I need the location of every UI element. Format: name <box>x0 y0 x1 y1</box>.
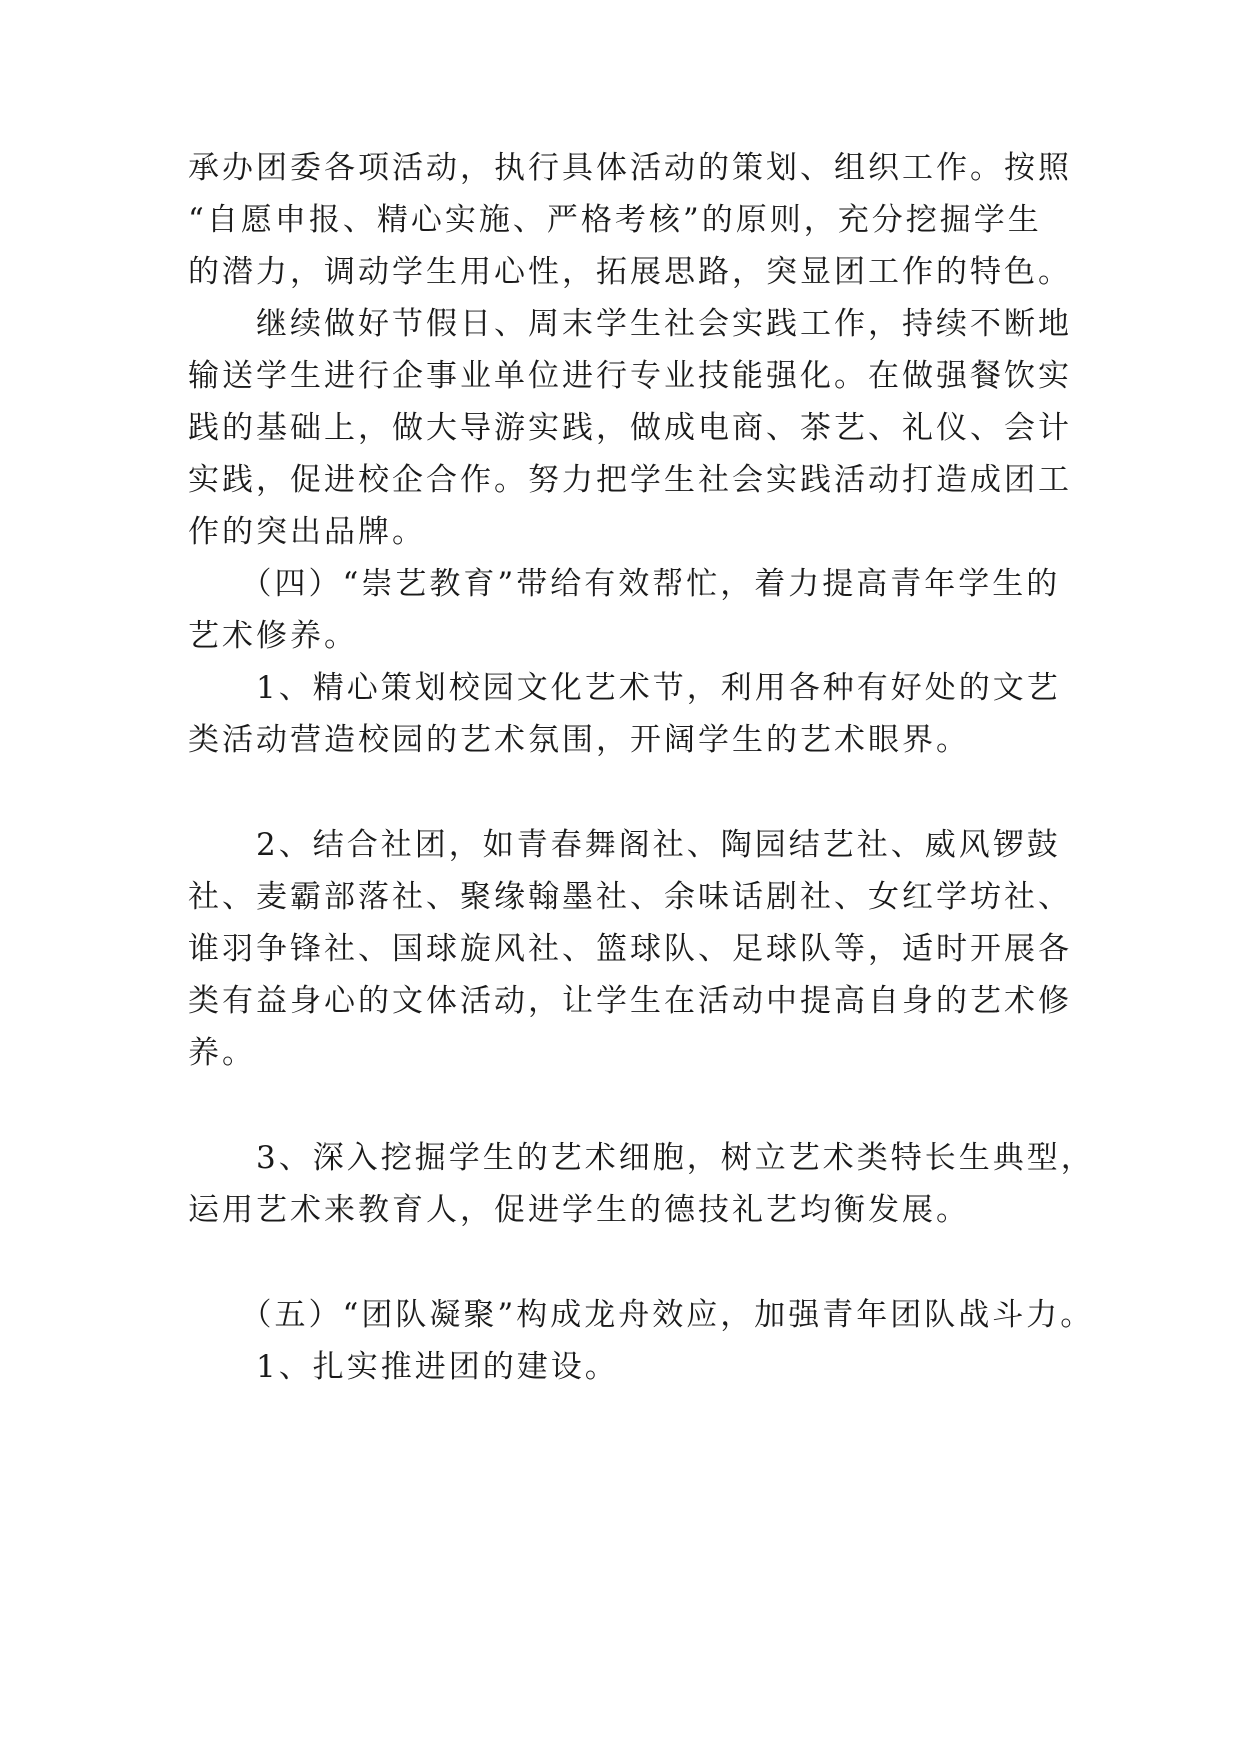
text-line: 类有益身心的文体活动，让学生在活动中提高自身的艺术修 <box>188 983 1072 1019</box>
text-line: （四）“崇艺教育”带给有效帮忙，着力提高青年学生的 <box>188 566 1061 602</box>
text-line: 实践，促进校企合作。努力把学生社会实践活动打造成团工 <box>188 462 1072 498</box>
text-line: 1、精心策划校园文化艺术节，利用各种有好处的文艺 <box>188 670 1061 706</box>
text-line: 艺术修养。 <box>188 618 358 654</box>
text-line: 继续做好节假日、周末学生社会实践工作，持续不断地 <box>188 306 1072 342</box>
text-line: 运用艺术来教育人，促进学生的德技礼艺均衡发展。 <box>188 1192 970 1228</box>
text-line: 社、麦霸部落社、聚缘翰墨社、余味话剧社、女红学坊社、 <box>188 879 1072 915</box>
text-line: 作的突出品牌。 <box>188 514 426 550</box>
text-line: （五）“团队凝聚”构成龙舟效应，加强青年团队战斗力。 <box>188 1297 1095 1333</box>
text-line: 2、结合社团，如青春舞阁社、陶园结艺社、威风锣鼓 <box>188 827 1061 863</box>
text-line: 养。 <box>188 1035 256 1071</box>
text-line: 类活动营造校园的艺术氛围，开阔学生的艺术眼界。 <box>188 722 970 758</box>
text-line: 3、深入挖掘学生的艺术细胞，树立艺术类特长生典型， <box>188 1140 1095 1176</box>
text-line: 1、扎实推进团的建设。 <box>188 1349 619 1385</box>
text-line: 承办团委各项活动，执行具体活动的策划、组织工作。按照 <box>188 150 1072 186</box>
text-line: 输送学生进行企事业单位进行专业技能强化。在做强餐饮实 <box>188 358 1072 394</box>
text-line: 践的基础上，做大导游实践，做成电商、茶艺、礼仪、会计 <box>188 410 1072 446</box>
text-line: 谁羽争锋社、国球旋风社、篮球队、足球队等，适时开展各 <box>188 931 1072 967</box>
text-line: 的潜力，调动学生用心性，拓展思路，突显团工作的特色。 <box>188 254 1072 290</box>
text-line: “自愿申报、精心实施、严格考核”的原则，充分挖掘学生 <box>188 202 1042 238</box>
